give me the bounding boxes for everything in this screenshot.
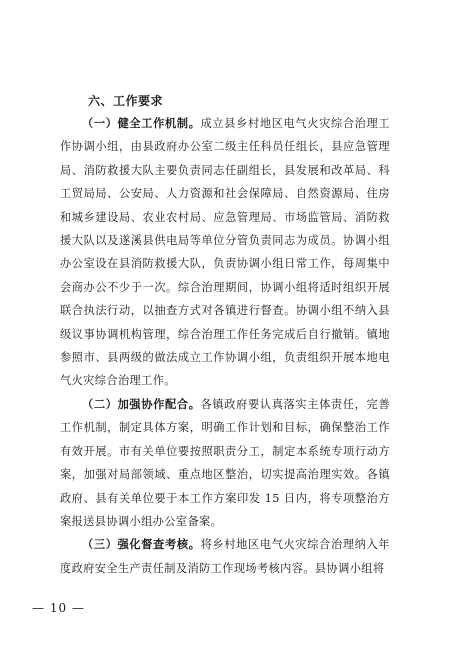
paragraph-work-mechanism — [60, 112, 390, 393]
paragraph-title: （一）健全工作机制。 — [82, 117, 201, 130]
paragraph-text: 各镇政府要认真落实主体责任，完善工作机制，制定具体方案，明确工作计划和目标，确保整治工作有效开展。市有关单位要按照职责分工，制定本系统专项行动方案，加强对局部领域、重点地区整治，切实提高治理实效。各镇政府、县有关单位要于本工作方案印发 15 日内，将专项整治方案报送县协调小组办公室备案。 — [60, 397, 390, 528]
paragraph-title: （三）强化督查考核。 — [82, 538, 201, 552]
paragraph-text: 将乡村地区电气火灾综合治理纳入年度政府安全生产责任制及消防工作现场考核内容。县协调小组将 — [60, 538, 390, 575]
paragraph-title: （二）加强协作配合。 — [82, 397, 201, 411]
page-number: — 10 — — [32, 601, 85, 615]
paragraph-coordination — [60, 393, 390, 533]
document-body — [60, 90, 390, 580]
section-heading: 六、工作要求 — [88, 94, 164, 108]
paragraph-supervision — [60, 533, 390, 580]
paragraph-text: 成立县乡村地区电气火灾综合治理工作协调小组，由县政府办公室二级主任科员任组长，县应急管理局、消防救援大队主要负责同志任副组长，县发展和改革局、科工贸局局、公安局、人力资源和社会保障局、自然资源局、住房和城乡建设局、农业农村局、应急管理局、市场监管局、消防救援大队以及遂溪县供电局等单位分管负责同志为成员。协调小组办公室设在县消防救援大队，负责协调小组日常工作，每周集中会商办公不少于一次。综合治理期间，协调小组将适时组织开展联合执法行动，以抽查方式对各镇进行督查。协调小组不纳入县级议事协调机构管理，综合治理工作任务完成后自行撤销。镇地参照市、县两级的做法成立工作协调小组，负责组织开展本地电气火灾综合治理工作。 — [60, 117, 390, 388]
